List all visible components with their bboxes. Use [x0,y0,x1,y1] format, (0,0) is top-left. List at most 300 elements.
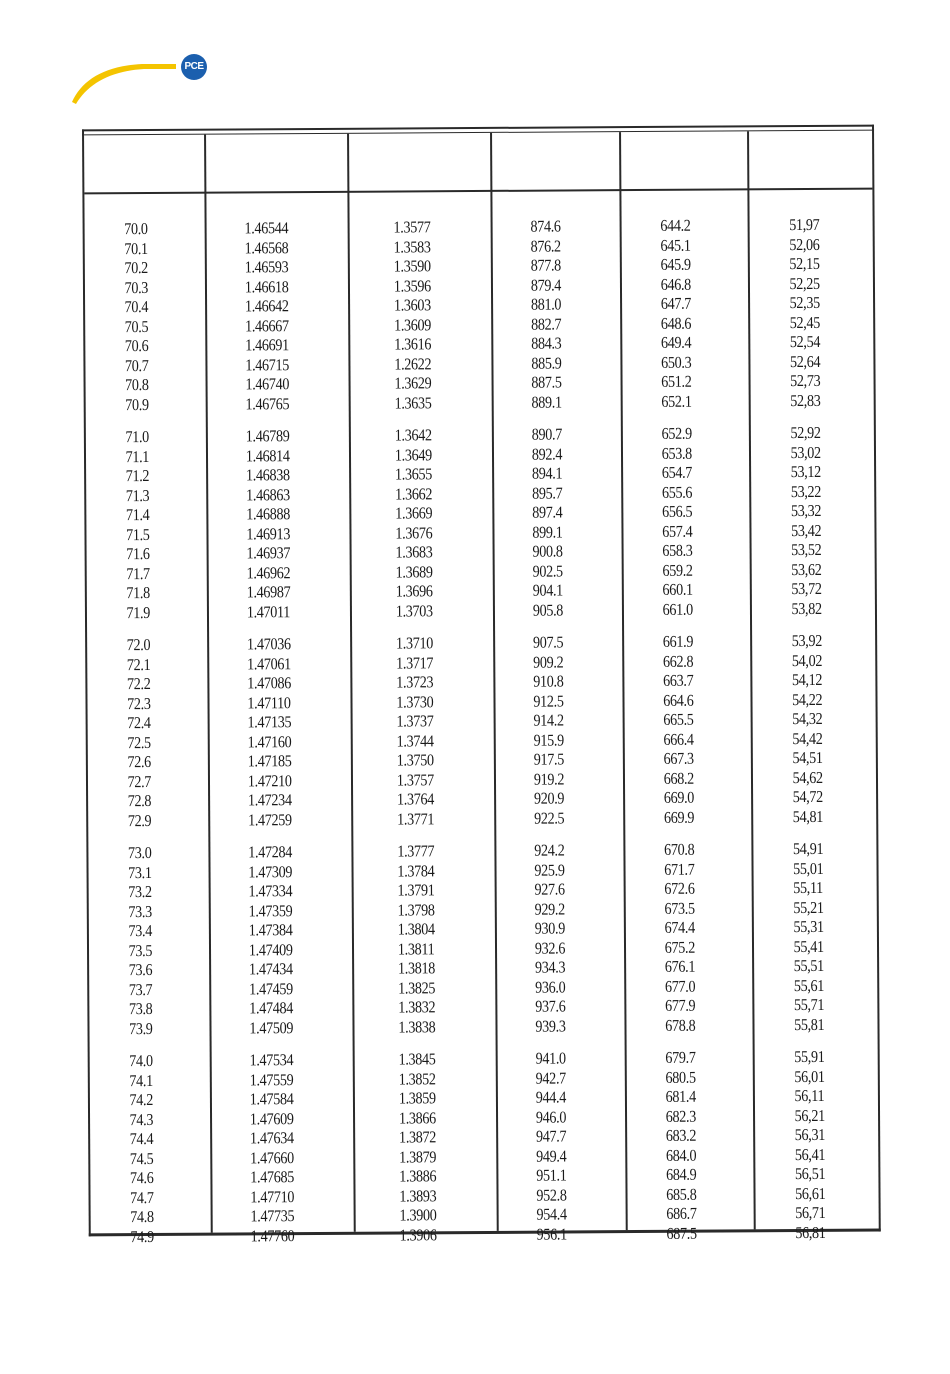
table-cell: 53,52 [791,539,822,560]
table-cell: 1.47284 [248,842,293,862]
table-cell: 954.4 [536,1204,567,1224]
table-cell: 56,61 [795,1183,826,1203]
row-group [495,632,623,828]
table-cell: 674.4 [664,917,695,937]
table-cell: 1.46888 [246,504,290,524]
table-cell: 74.6 [129,1168,154,1188]
table-cell: 54,62 [792,767,823,787]
row-group [755,1047,879,1243]
table-cell: 910.8 [533,671,564,691]
table-cell: 677.0 [664,976,696,996]
table-cell: 644.2 [660,215,691,235]
pce-logo [70,54,220,110]
table-cell: 894.1 [531,463,563,483]
table-cell: 1.3596 [393,275,431,296]
table-cell: 52,54 [789,331,821,352]
column-5-header [621,131,747,189]
table-cell: 922.5 [534,807,565,828]
table-cell: 1.3603 [393,295,431,315]
table-cell: 892.4 [531,443,563,464]
row-group [624,631,751,827]
table-cell: 55,21 [793,897,824,917]
table-cell: 1.46814 [245,445,290,465]
row-group [493,216,621,412]
table-cell: 73.3 [128,901,152,921]
table-cell: 1.47135 [247,712,292,732]
table-cell: 684.9 [666,1164,697,1184]
row-group [753,839,877,1035]
table-cell: 72.1 [126,654,151,674]
table-cell: 1.47011 [246,601,291,621]
table-cell: 53,62 [791,559,822,579]
table-cell: 676.1 [664,956,696,976]
table-cell: 663.7 [663,670,694,690]
column-3-header [349,133,490,191]
row-group [352,633,494,829]
table-cell: 54,72 [792,786,823,807]
table-cell: 1.47710 [250,1186,295,1206]
table-cell: 686.7 [666,1203,697,1223]
table-cell: 1.3750 [396,750,434,770]
table-cell: 72.7 [127,771,152,791]
table-cell: 54,12 [791,669,823,690]
table-cell: 73.2 [128,882,152,902]
table-cell: 884.3 [531,333,562,353]
table-cell: 1.3825 [398,977,436,998]
table-cell: 72.6 [127,752,151,772]
table-cell: 1.3710 [395,633,434,653]
row-group [85,219,206,415]
table-cell: 1.3886 [399,1166,437,1186]
table-cell: 1.3744 [396,730,434,751]
row-group [751,423,875,619]
table-cell: 1.47259 [248,809,292,829]
row-group [86,427,207,623]
table-cell: 71.9 [126,602,151,622]
table-cell: 1.47459 [249,978,293,998]
table-cell: 74.4 [129,1129,154,1149]
table-cell: 1.2622 [394,353,432,374]
table-cell: 1.3583 [393,236,431,257]
table-cell: 919.2 [533,768,565,789]
table-cell: 73.8 [128,999,153,1019]
table-cell: 74.1 [129,1070,153,1090]
table-cell: 647.7 [660,293,692,313]
row-group [90,1051,211,1247]
row-group [350,217,492,413]
table-cell: 665.5 [663,709,694,729]
table-cell: 934.3 [534,957,566,977]
table-cell: 73.6 [128,960,153,980]
table-cell: 656.5 [661,501,693,521]
row-group [627,1047,754,1243]
table-cell: 1.3845 [398,1049,436,1069]
table-cell: 54,32 [792,708,823,729]
row-group [622,215,749,411]
column-6 [747,131,879,1242]
table-cell: 920.9 [533,788,565,808]
table-cell: 649.4 [660,332,692,352]
row-group [355,1049,497,1245]
table-cell: 56,21 [794,1105,825,1125]
table-cell: 72.5 [127,732,151,752]
table-cell: 52,64 [789,351,821,371]
table-cell: 890.7 [531,424,562,444]
table-cell: 685.8 [666,1184,697,1204]
table-cell: 669.0 [663,787,695,807]
table-cell: 52,92 [790,422,821,443]
table-cell: 1.47484 [249,998,293,1018]
table-cell: 1.3879 [399,1146,437,1167]
table-cell: 952.8 [536,1184,567,1205]
table-cell: 1.47036 [246,634,291,654]
table-cell: 56,51 [794,1163,826,1184]
table-cell: 52,45 [789,312,821,332]
table-cell: 1.46987 [246,582,291,602]
table-cell: 879.4 [530,274,562,295]
table-cell: 73.5 [128,940,153,960]
table-cell: 73.0 [127,843,152,863]
table-cell: 646.8 [660,274,691,294]
table-cell: 661.0 [662,599,693,619]
column-5 [619,131,754,1243]
table-cell: 660.1 [662,579,693,599]
table-cell: 677.9 [665,995,696,1015]
table-cell: 56,71 [795,1202,826,1223]
table-cell: 682.3 [665,1106,697,1126]
table-cell: 1.3703 [395,600,433,621]
table-cell: 1.47660 [250,1147,294,1167]
table-cell: 1.3616 [394,334,432,354]
table-cell: 53,32 [790,500,822,521]
table-cell: 671.7 [664,859,695,879]
table-cell: 1.3669 [395,503,433,523]
row-group [752,631,876,827]
table-cell: 1.3859 [398,1088,436,1108]
table-cell: 74.0 [129,1051,153,1071]
table-cell: 652.1 [661,391,692,411]
table-cell: 914.2 [533,710,564,730]
table-cell: 72.0 [126,635,151,655]
table-cell: 1.3791 [397,880,435,900]
table-cell: 664.6 [663,690,694,710]
table-cell: 1.3683 [395,542,433,562]
table-cell: 1.47160 [247,731,292,751]
table-cell: 1.3655 [394,464,433,484]
table-cell: 939.3 [535,1015,566,1036]
column-1-header [84,135,204,193]
table-cell: 1.3866 [398,1107,436,1128]
table-cell: 653.8 [661,443,692,463]
table-cell: 673.5 [664,898,695,918]
table-cell: 899.1 [532,521,563,542]
table-cell: 1.3777 [397,841,435,861]
table-cell: 1.3662 [395,483,433,504]
table-cell: 1.47309 [248,861,293,881]
row-group [625,839,752,1035]
table-cell: 889.1 [531,391,562,412]
table-cell: 1.47061 [247,653,291,673]
table-cell: 55,61 [793,975,825,995]
table-cell: 1.46691 [245,335,289,355]
table-cell: 1.3893 [399,1185,437,1205]
table-cell: 946.0 [535,1106,567,1127]
logo-text: PCE [184,61,204,72]
table-cell: 54,51 [792,747,823,768]
table-cell: 52,15 [789,253,820,274]
table-cell: 659.2 [662,560,693,580]
table-cell: 951.1 [536,1165,567,1185]
table-cell: 1.3811 [397,938,435,959]
table-cell: 1.46838 [245,465,290,485]
table-cell: 882.7 [530,313,562,334]
table-cell: 941.0 [535,1048,566,1068]
table-cell: 947.7 [535,1126,567,1146]
table-cell: 74.5 [129,1148,154,1168]
row-group [212,1050,354,1246]
table-cell: 56,31 [794,1124,825,1145]
table-cell: 1.47559 [249,1069,294,1089]
row-group [210,842,352,1038]
table-cell: 667.3 [663,748,694,768]
table-cell: 1.46568 [244,237,289,257]
table-cell: 652.9 [661,423,692,443]
table-cell: 684.0 [665,1145,697,1165]
column-2 [204,134,354,1245]
table-cell: 53,22 [790,481,822,501]
row-group [87,635,208,831]
table-cell: 1.47185 [247,751,292,771]
table-cell: 56,81 [795,1222,826,1242]
table-cell: 74.2 [129,1090,154,1110]
table-cell: 904.1 [532,580,563,600]
column-3 [347,133,497,1244]
table-cell: 1.47334 [248,881,293,901]
table-cell: 1.46913 [246,523,291,543]
table-cell: 944.4 [535,1087,567,1107]
table-cell: 73.1 [128,862,152,882]
row-group [498,1048,626,1244]
table-cell: 1.47735 [250,1206,295,1226]
table-cell: 655.6 [661,482,693,502]
table-cell: 877.8 [530,255,561,275]
table-cell: 54,81 [792,806,824,826]
row-group [207,218,349,414]
table-cell: 1.3798 [397,899,435,920]
table-cell: 1.46937 [246,543,291,563]
table-cell: 73.7 [128,979,153,999]
table-cell: 1.3832 [398,997,436,1017]
row-group [494,424,622,620]
table-cell: 672.6 [664,878,695,898]
table-cell: 70.7 [124,355,149,375]
table-cell: 1.3900 [399,1205,437,1225]
table-cell: 902.5 [532,560,563,581]
table-cell: 675.2 [664,937,695,957]
table-cell: 1.3590 [393,256,431,276]
table-cell: 70.3 [124,277,149,297]
table-cell: 71.2 [125,466,150,486]
table-cell: 654.7 [661,462,693,482]
table-cell: 1.47634 [249,1128,294,1148]
table-cell: 56,11 [794,1085,825,1106]
table-cell: 1.47434 [248,959,293,979]
table-cell: 874.6 [530,216,561,236]
table-cell: 912.5 [533,690,564,711]
table-cell: 1.3737 [396,711,434,731]
table-cell: 1.47234 [247,790,292,810]
table-cell: 885.9 [531,352,562,373]
table-cell: 71.0 [125,427,149,447]
table-cell: 679.7 [665,1047,696,1067]
table-cell: 55,11 [793,877,823,898]
table-cell: 648.6 [660,313,692,333]
table-cell: 71.6 [126,544,150,564]
table-cell: 1.3635 [394,392,432,413]
table-cell: 1.46789 [245,426,290,446]
table-cell: 55,51 [793,955,824,976]
table-cell: 645.9 [660,254,691,274]
table-cell: 54,91 [792,838,824,859]
table-cell: 925.9 [534,859,565,880]
column-4-header [492,132,619,190]
table-cell: 55,41 [793,936,824,956]
table-cell: 927.6 [534,879,565,899]
table-cell: 53,42 [790,520,822,540]
table-cell: 53,82 [791,598,822,618]
table-cell: 1.3676 [395,522,433,543]
table-cell: 949.4 [536,1145,567,1166]
table-cell: 1.3906 [399,1224,437,1244]
table-cell: 71.3 [125,485,150,505]
table-cell: 56,01 [794,1066,825,1086]
row-group [496,840,624,1036]
table-cell: 909.2 [533,651,564,672]
table-cell: 70.9 [125,394,149,414]
table-cell: 73.4 [128,921,152,941]
table-cell: 51,97 [789,214,820,235]
table-cell: 1.3757 [396,769,434,790]
table-cell: 70.0 [124,219,148,239]
column-4 [490,132,626,1244]
table-cell: 661.9 [662,631,694,651]
table-cell: 1.3838 [398,1016,436,1037]
row-group [351,425,493,621]
table-cell: 1.47584 [249,1089,294,1109]
table-cell: 70.8 [125,375,149,395]
table-cell: 70.4 [124,297,149,317]
table-cell: 937.6 [535,996,566,1016]
table-cell: 1.47086 [247,673,292,693]
table-cell: 72.2 [126,674,151,694]
table-cell: 74.3 [129,1109,154,1129]
table-cell: 1.47609 [249,1108,294,1128]
table-cell: 54,22 [792,689,823,709]
table-cell: 669.9 [663,807,695,827]
table-cell: 1.46765 [245,393,290,413]
table-cell: 1.47685 [250,1167,295,1187]
table-cell: 932.6 [534,937,566,958]
table-cell: 1.46715 [245,354,290,374]
table-cell: 1.3723 [396,672,434,692]
table-cell: 1.3609 [394,314,432,335]
table-cell: 1.3629 [394,373,432,393]
table-cell: 55,81 [793,1014,825,1034]
table-cell: 1.47760 [250,1225,295,1245]
table-cell: 895.7 [532,482,563,503]
table-cell: 74.9 [130,1226,154,1246]
table-cell: 70.6 [124,336,149,356]
table-cell: 52,35 [789,292,820,313]
table-cell: 54,02 [791,650,823,670]
table-cell: 52,73 [790,370,821,391]
table-cell: 71.5 [125,524,150,544]
table-cell: 683.2 [665,1125,697,1145]
row-group [353,841,495,1037]
table-cell: 1.3696 [395,581,433,601]
table-cell: 876.2 [530,235,561,256]
table-cell: 1.47359 [248,900,293,920]
table-cell: 666.4 [663,729,694,749]
table-cell: 924.2 [534,840,565,860]
table-cell: 70.1 [124,238,148,258]
table-cell: 1.46667 [244,315,289,335]
table-cell: 54,42 [792,728,823,748]
table-cell: 670.8 [664,839,695,859]
table-cell: 73.9 [129,1018,153,1038]
table-cell: 1.3730 [396,691,434,712]
table-cell: 1.46962 [246,562,291,582]
row-group [208,426,350,622]
table-cell: 680.5 [665,1067,696,1087]
table-cell: 678.8 [665,1015,696,1035]
table-cell: 1.3852 [398,1068,436,1089]
table-cell: 70.5 [124,316,149,336]
table-cell: 881.0 [530,294,562,314]
table-cell: 56,41 [794,1144,826,1164]
table-cell: 942.7 [535,1067,566,1088]
table-cell: 71.4 [125,505,150,525]
table-cell: 72.4 [127,713,151,733]
table-cell: 651.2 [661,371,692,391]
table-cell: 1.3577 [393,217,431,237]
table-cell: 1.47409 [248,939,293,959]
table-cell: 53,92 [791,630,822,651]
table-cell: 53,72 [791,578,822,599]
table-cell: 658.3 [662,540,693,560]
table-cell: 72.3 [127,693,151,713]
table-cell: 1.46593 [244,257,289,277]
table-cell: 74.7 [130,1187,154,1207]
table-cell: 905.8 [532,599,564,620]
row-group [209,634,351,830]
table-cell: 936.0 [535,976,566,997]
table-cell: 1.3804 [397,919,435,939]
table-cell: 74.8 [130,1207,154,1227]
table-cell: 1.46642 [244,296,289,316]
table-cell: 687.5 [666,1223,697,1243]
table-cell: 1.3642 [394,425,432,445]
table-cell: 55,31 [793,916,824,937]
table-cell: 1.47509 [249,1017,294,1037]
table-cell: 929.2 [534,898,565,919]
row-group [88,843,209,1039]
column-6-header [749,131,872,189]
table-cell: 1.3649 [394,444,432,465]
table-cell: 1.3717 [396,652,434,673]
table-cell: 53,02 [790,442,821,462]
table-cell: 1.3689 [395,561,433,582]
